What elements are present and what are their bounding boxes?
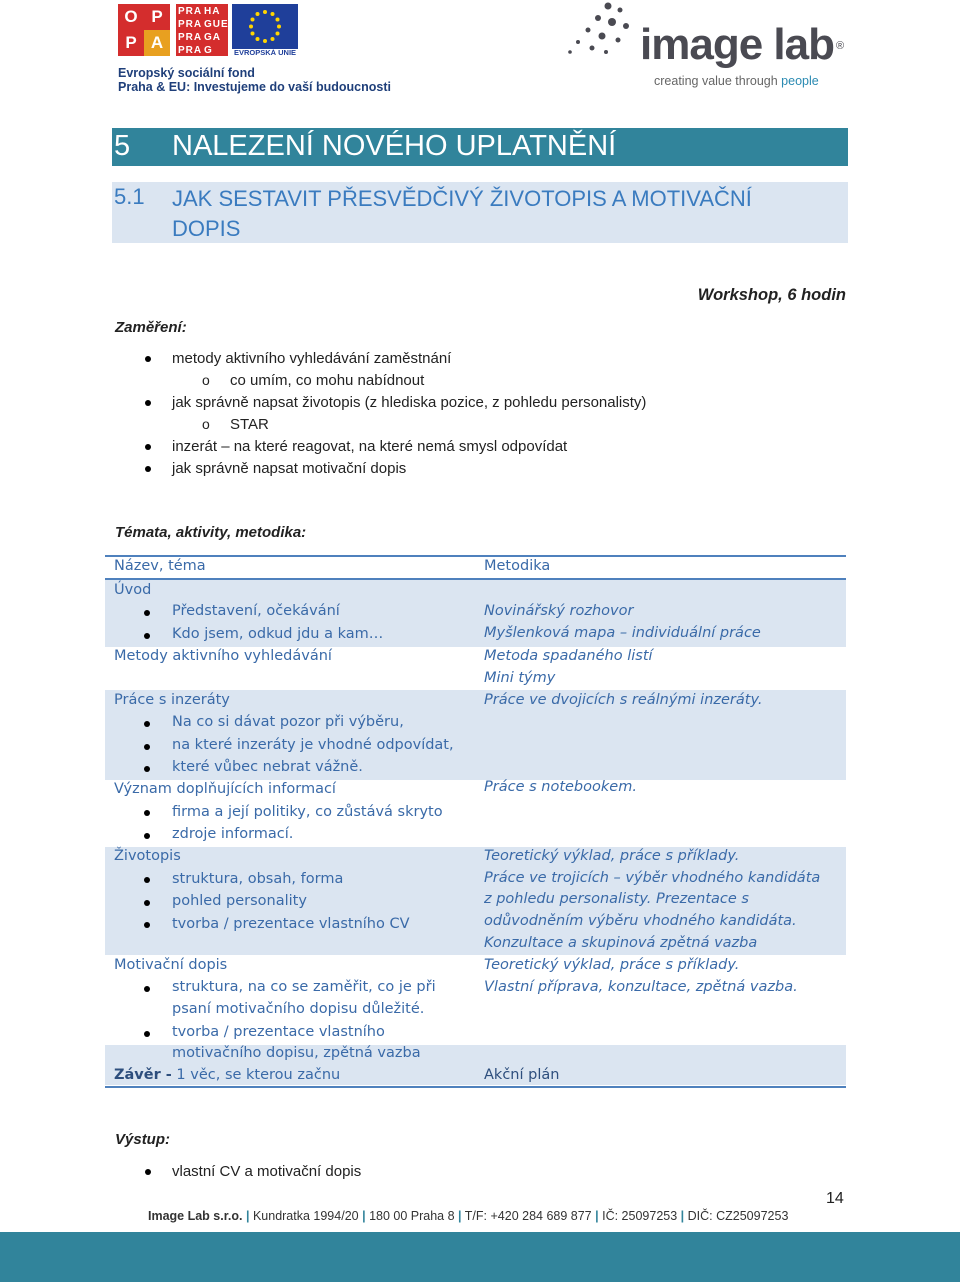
eu-flag-icon <box>232 4 298 49</box>
list-item: jak správně napsat životopis (z hlediska pozice, z pohledu personalisty) <box>172 394 647 411</box>
topic-title: Práce s inzeráty <box>114 692 230 708</box>
topic-title <box>114 1067 340 1083</box>
opp-letter: P <box>118 30 144 56</box>
list-item: inzerát – na které reagovat, na které nemá smysl odpovídat <box>172 438 568 455</box>
footer-separator: | <box>362 1209 366 1223</box>
bullet-icon <box>144 766 150 772</box>
zaver-text: 1 věc, se kterou začnu <box>171 1067 341 1083</box>
opp-letter: P <box>144 4 170 30</box>
focus-label: Zaměření: <box>115 319 187 336</box>
topic-item: tvorba / prezentace vlastního <box>172 1024 385 1040</box>
image-lab-logo <box>560 0 860 92</box>
topic-title: Význam doplňujících informací <box>114 781 336 797</box>
dots-icon <box>560 0 640 70</box>
footer-address: Kundratka 1994/20 <box>252 1209 359 1223</box>
method-text: Konzultace a skupinová zpětná vazba <box>484 935 758 951</box>
topic-title: Úvod <box>114 582 152 598</box>
bullet-icon <box>144 721 150 727</box>
brand-tagline <box>654 74 819 88</box>
page-number: 14 <box>826 1190 844 1207</box>
esf-subtitle: Praha & EU: Investujeme do vaší budoucnosti <box>118 80 391 94</box>
list-item: metody aktivního vyhledávání zaměstnání <box>172 350 452 367</box>
tagline-highlight: people <box>781 74 819 88</box>
zaver-label: Závěr - <box>114 1067 172 1083</box>
bullet-icon <box>144 986 150 992</box>
eu-label: EVROPSKÁ UNIE <box>233 48 297 57</box>
section-title: JAK SESTAVIT PŘESVĚDČIVÝ ŽIVOTOPIS A MOTIVAČNÍ DOPIS <box>172 186 752 241</box>
bullet-icon <box>145 444 151 450</box>
footer-separator: | <box>595 1209 599 1223</box>
chapter-heading <box>112 128 848 166</box>
list-item: co umím, co mohu nabídnout <box>230 372 425 389</box>
list-item: STAR <box>230 416 269 433</box>
bullet-icon <box>144 744 150 750</box>
topic-item: na které inzeráty je vhodné odpovídat, <box>172 737 454 753</box>
topic-item: psaní motivačního dopisu důležité. <box>172 1001 425 1017</box>
praha-word: PRA <box>178 19 203 30</box>
tagline-prefix: creating value through <box>654 74 782 88</box>
topic-item: struktura, obsah, forma <box>172 871 344 887</box>
registered-mark: ® <box>836 40 845 52</box>
bullet-icon <box>144 922 150 928</box>
footer-dic: DIČ: CZ25097253 <box>687 1209 789 1223</box>
praha-word: HA <box>204 6 221 17</box>
bullet-icon <box>145 356 151 362</box>
esf-title: Evropský sociální fond <box>118 66 255 80</box>
list-item: vlastní CV a motivační dopis <box>172 1163 362 1180</box>
praha-word: PRA <box>178 32 203 43</box>
method-text: z pohledu personalisty. Prezentace s <box>484 891 749 907</box>
bullet-icon <box>144 610 150 616</box>
footer-separator: | <box>680 1209 685 1223</box>
praha-word: PRA <box>178 6 203 17</box>
topic-item: které vůbec nebrat vážně. <box>172 759 363 775</box>
topic-item: Kdo jsem, odkud jdu a kam… <box>172 626 384 642</box>
chapter-number: 5 <box>114 130 131 162</box>
bullet-icon <box>145 466 151 472</box>
method-text: Práce ve dvojicích s reálnými inzeráty. <box>484 692 763 708</box>
footer-bar <box>0 1232 960 1282</box>
sub-bullet-icon: o <box>202 372 210 388</box>
praha-word: GUE <box>204 19 229 30</box>
footer-ico: IČ: 25097253 <box>602 1209 678 1223</box>
brand-name: image lab <box>640 20 834 69</box>
bullet-icon <box>144 1031 150 1037</box>
bullet-icon <box>144 877 150 883</box>
topic-item: pohled personality <box>172 893 307 909</box>
method-text: Akční plán <box>484 1067 560 1083</box>
topic-item: Představení, očekávání <box>172 603 340 619</box>
footer-phone: T/F: +420 284 689 877 <box>464 1209 592 1223</box>
praha-word: G <box>204 45 213 56</box>
topic-item: zdroje informací. <box>172 826 294 842</box>
topic-title: Životopis <box>114 848 181 864</box>
method-text: Vlastní příprava, konzultace, zpětná vazba. <box>484 979 798 995</box>
output-label: Výstup: <box>115 1131 171 1148</box>
method-text: Teoretický výklad, práce s příklady. <box>484 957 740 973</box>
topic-item: Na co si dávat pozor při výběru, <box>172 714 404 730</box>
footer-contact <box>148 1209 788 1223</box>
method-text: Teoretický výklad, práce s příklady. <box>484 848 740 864</box>
opp-praha-logo <box>118 4 302 58</box>
workshop-duration: Workshop, 6 hodin <box>697 286 846 304</box>
topic-title: Metody aktivního vyhledávání <box>114 648 332 664</box>
list-item: jak správně napsat motivační dopis <box>172 460 407 477</box>
chapter-title: NALEZENÍ NOVÉHO UPLATNĚNÍ <box>172 130 617 162</box>
column-header: Název, téma <box>114 558 206 574</box>
topic-item: tvorba / prezentace vlastního CV <box>172 916 410 932</box>
opp-letter: O <box>118 4 144 30</box>
praha-word: GA <box>204 32 221 43</box>
bullet-icon <box>144 900 150 906</box>
section-number: 5.1 <box>114 184 145 209</box>
section-heading <box>112 182 848 243</box>
footer-separator: | <box>245 1209 250 1223</box>
table-rule <box>105 1086 846 1088</box>
method-text: Práce ve trojicích – výběr vhodného kandidáta <box>484 870 821 886</box>
bullet-icon <box>144 633 150 639</box>
bullet-icon <box>144 833 150 839</box>
method-text: Mini týmy <box>484 670 556 686</box>
method-text: Myšlenková mapa – individuální práce <box>484 625 761 641</box>
method-text: Novinářský rozhovor <box>484 603 634 619</box>
bullet-icon <box>144 810 150 816</box>
topics-label: Témata, aktivity, metodika: <box>115 524 307 541</box>
praha-word: PRA <box>178 45 203 56</box>
topic-item: motivačního dopisu, zpětná vazba <box>172 1045 421 1061</box>
topic-item: firma a její politiky, co zůstává skryto <box>172 804 443 820</box>
footer-city: 180 00 Praha 8 <box>369 1209 455 1223</box>
bullet-icon <box>145 1169 151 1175</box>
topic-title: Motivační dopis <box>114 957 228 973</box>
bullet-icon <box>145 400 151 406</box>
method-text: Metoda spadaného listí <box>484 648 653 664</box>
footer-separator: | <box>458 1209 462 1223</box>
method-text: Práce s notebookem. <box>484 779 637 795</box>
topics-table <box>105 555 846 1088</box>
footer-company: Image Lab s.r.o. <box>148 1209 243 1223</box>
method-text: odůvodněním výběru vhodného kandidáta. <box>484 913 797 929</box>
sub-bullet-icon: o <box>202 416 210 432</box>
topic-item: struktura, na co se zaměřit, co je při <box>172 979 436 995</box>
opp-letter: A <box>144 30 170 56</box>
column-header: Metodika <box>484 558 551 574</box>
table-rule <box>105 555 846 557</box>
